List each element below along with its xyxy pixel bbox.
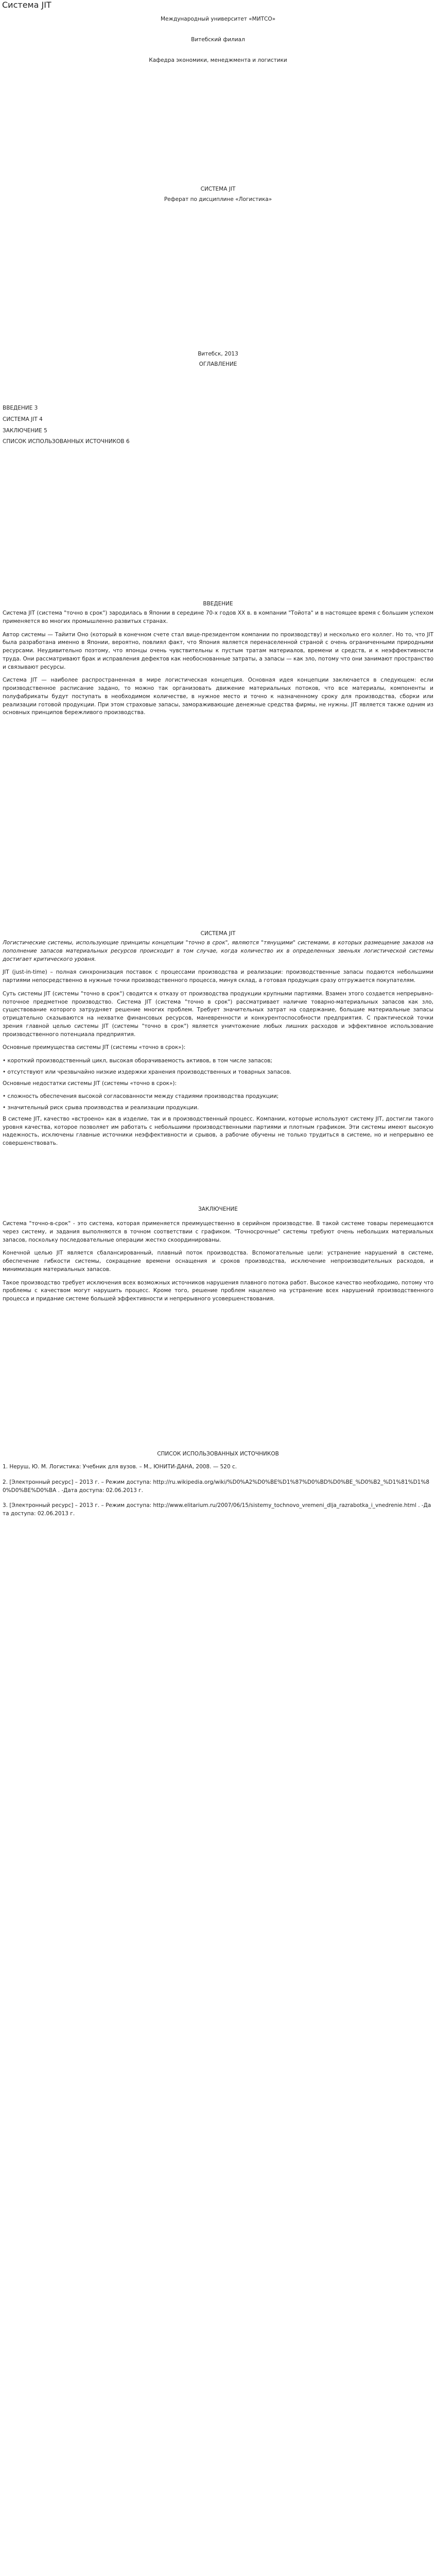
jit-paragraph: Суть системы JIT (системы "точно в срок") сводится к отказу от производства продукции крупными партиями. Взамен этого создается непрерывно-поточное предметное производство. Система JIT (система "точно в срок") рассматривает наличие товарно-материальных запасов как зло, существование которого затрудняет решение многих проблем. Требует значительных затрат на содержание, большие материальные запасы отрицательно сказываются на нехватке финансовых ресурсов, маневренности и конкурентоспособности предприятия. С практической точки зрения главной целью системы JIT (системы "точно в срок") является уничтожение любых лишних расходов и эффективное использование производственного потенциала предприятия. bbox=[3, 990, 433, 1038]
jit-closing-paragraph: В системе JIT, качество «встроено» как в изделие, так и в производственный процесс. Компании, которые используют систему JIT, достигли такого уровня качества, которое позволяет им работать с небольшими производственными партиями и плотным графиком. Эти системы имеют высокую надежность, исключены главные источники неэффективности и срывов, а рабочие обучены не только трудиться в системе, но и непрерывно ее совершенствовать. bbox=[3, 1115, 433, 1146]
conclusion-paragraph: Система "точно-в-срок" - это система, которая применяется преимущественно в серийном производстве. В такой системе товары перемещаются через систему, и задания выполняются в точном соответствии с графиком. "Точносрочные" системы требуют очень небольших материальных запасов, поскольку последовательные операции жестко скоординированы. bbox=[3, 1221, 433, 1243]
table-of-contents bbox=[3, 404, 433, 449]
document-title: Система JIT bbox=[2, 0, 51, 10]
toc-item[interactable]: СПИСОК ИСПОЛЬЗОВАННЫХ ИСТОЧНИКОВ 6 bbox=[3, 438, 130, 445]
toc-heading: ОГЛАВЛЕНИЕ bbox=[199, 361, 237, 367]
toc-item[interactable]: ВВЕДЕНИЕ 3 bbox=[3, 405, 38, 411]
cover-work-title: СИСТЕМА JIT bbox=[200, 186, 236, 192]
jit-paragraph: Основные преимущества системы JIT (системы «точно в срок»): bbox=[3, 1044, 186, 1051]
references-heading: СПИСОК ИСПОЛЬЗОВАННЫХ ИСТОЧНИКОВ bbox=[157, 1451, 279, 1457]
disadvantage-item: • сложность обеспечения высокой согласованности между стадиями производства продукции; bbox=[3, 1093, 279, 1100]
reference-item[interactable]: 3. [Электронный ресурс] – 2013 г. – Режим доступа: http://www.elitarium.ru/2007/06/15/sistemy_tochnovo_vremeni_dlja_razrabotka_i_vnedrenie.html . -Дата доступа: 02.06.2013 г. bbox=[3, 1502, 431, 1517]
intro-heading: ВВЕДЕНИЕ bbox=[203, 601, 233, 607]
intro-section bbox=[3, 609, 433, 722]
cover-branch: Витебский филиал bbox=[191, 37, 245, 43]
cover-city-year: Витебск, 2013 bbox=[198, 351, 238, 357]
cover-university: Международный университет «МИТСО» bbox=[160, 16, 276, 22]
references-list bbox=[3, 1463, 433, 1526]
conclusion-paragraph: Конечной целью JIT является сбалансированный, плавный поток производства. Вспомогательные цели: устранение нарушений в системе, обеспечение гибкости системы, сокращение времени оснащения и сроков производства, исключение непроизводительных расходов, и минимизация материальных запасов. bbox=[3, 1250, 433, 1273]
jit-italic-paragraph: Логистические системы, использующие принципы концепции "точно в срок", являются "тянущими" системами, в которых размещение заказов на пополнение запасов материальных ресурсов происходит в том случае, когда количество их в определенных звеньях логистической системы достигает критического уровня. bbox=[3, 940, 433, 962]
toc-item[interactable]: ЗАКЛЮЧЕНИЕ 5 bbox=[3, 427, 47, 434]
disadvantages-heading: Основные недостатки системы JIT (системы «точно в срок»): bbox=[3, 1080, 177, 1087]
toc-item[interactable]: СИСТЕМА JIT 4 bbox=[3, 416, 43, 422]
advantage-item: • короткий производственный цикл, высокая оборачиваемость активов, в том числе запасов; bbox=[3, 1058, 272, 1064]
conclusion-section bbox=[3, 1220, 433, 1309]
jit-heading: СИСТЕМА JIT bbox=[200, 930, 236, 937]
intro-paragraph: Система JIT — наиболее распространенная в мире логистическая концепция. Основная идея концепции заключается в следующем: если производственное расписание задано, то можно так организовать движение материальных потоков, что все материалы, компоненты и полуфабрикаты будут поступать в необходимом количестве, в нужное место и точно к назначенному сроку для производства, сборки или реализации готовой продукции. При этом страховые запасы, замораживающие денежные средства фирмы, не нужны. JIT является также одним из основных принципов бережливого производства. bbox=[3, 677, 433, 716]
cover-department: Кафедра экономики, менеджмента и логистики bbox=[149, 57, 287, 63]
intro-paragraph: Автор системы — Тайити Оно (который в конечном счете стал вице-президентом компании по производству) и несколько его коллег. Но то, что JIT была разработана именно в Японии, вероятно, повлиял факт, что Япония является перенаселенной страной с очень ограниченными природными ресурсами. Неудивительно поэтому, что японцы очень чувствительны к пустым тратам материалов, времени и средств, и к неэффективности труда. Они рассматривают брак и исправления дефектов как необоснованные затраты, а запасы — как зло, потому что они занимают пространство и связывают ресурсы. bbox=[3, 631, 433, 670]
conclusion-heading: ЗАКЛЮЧЕНИЕ bbox=[198, 1206, 238, 1212]
conclusion-paragraph: Такое производство требует исключения всех возможных источников нарушения плавного потока работ. Высокое качество необходимо, потому что проблемы с качеством могут нарушить процесс. Кроме того, решение проблем нацелено на устранение всех нарушений производственного процесса и придание системе большей эффективности и непрерывного усовершенствования. bbox=[3, 1279, 433, 1302]
cover-work-subtitle: Реферат по дисциплине «Логистика» bbox=[164, 196, 272, 202]
advantage-item: • отсутствуют или чрезвычайно низкие издержки хранения производственных и товарных запасов. bbox=[3, 1069, 291, 1075]
reference-item: 1. Неруш, Ю. М. Логистика: Учебник для вузов. – М., ЮНИТИ-ДАНА, 2008. — 520 с. bbox=[3, 1464, 237, 1470]
disadvantage-item: • значительный риск срыва производства и реализации продукции. bbox=[3, 1105, 199, 1111]
reference-item[interactable]: 2. [Электронный ресурс] – 2013 г. – Режим доступа: http://ru.wikipedia.org/wiki/%D0%A2%D0%BE%D1%87%D0%BD%D0%BE_%D0%B2_%D1%81%D1%80%D0%BE%D0%BA . -Дата доступа: 02.06.2013 г. bbox=[3, 1479, 430, 1494]
jit-section bbox=[3, 939, 433, 1153]
jit-paragraph: JIT (just-in-time) – полная синхронизация поставок с процессами производства и реализации: производственные запасы подаются небольшими партиями непосредственно в нужные точки производственного процесса, минуя склад, а готовая продукция сразу отгружается покупателям. bbox=[3, 969, 433, 984]
intro-paragraph: Система JIT (система "точно в срок") зародилась в Японии в середине 70-х годов XX в. в компании "Тойота" и в настоящее время с большим успехом применяется во многих промышленно развитых странах. bbox=[3, 610, 433, 624]
